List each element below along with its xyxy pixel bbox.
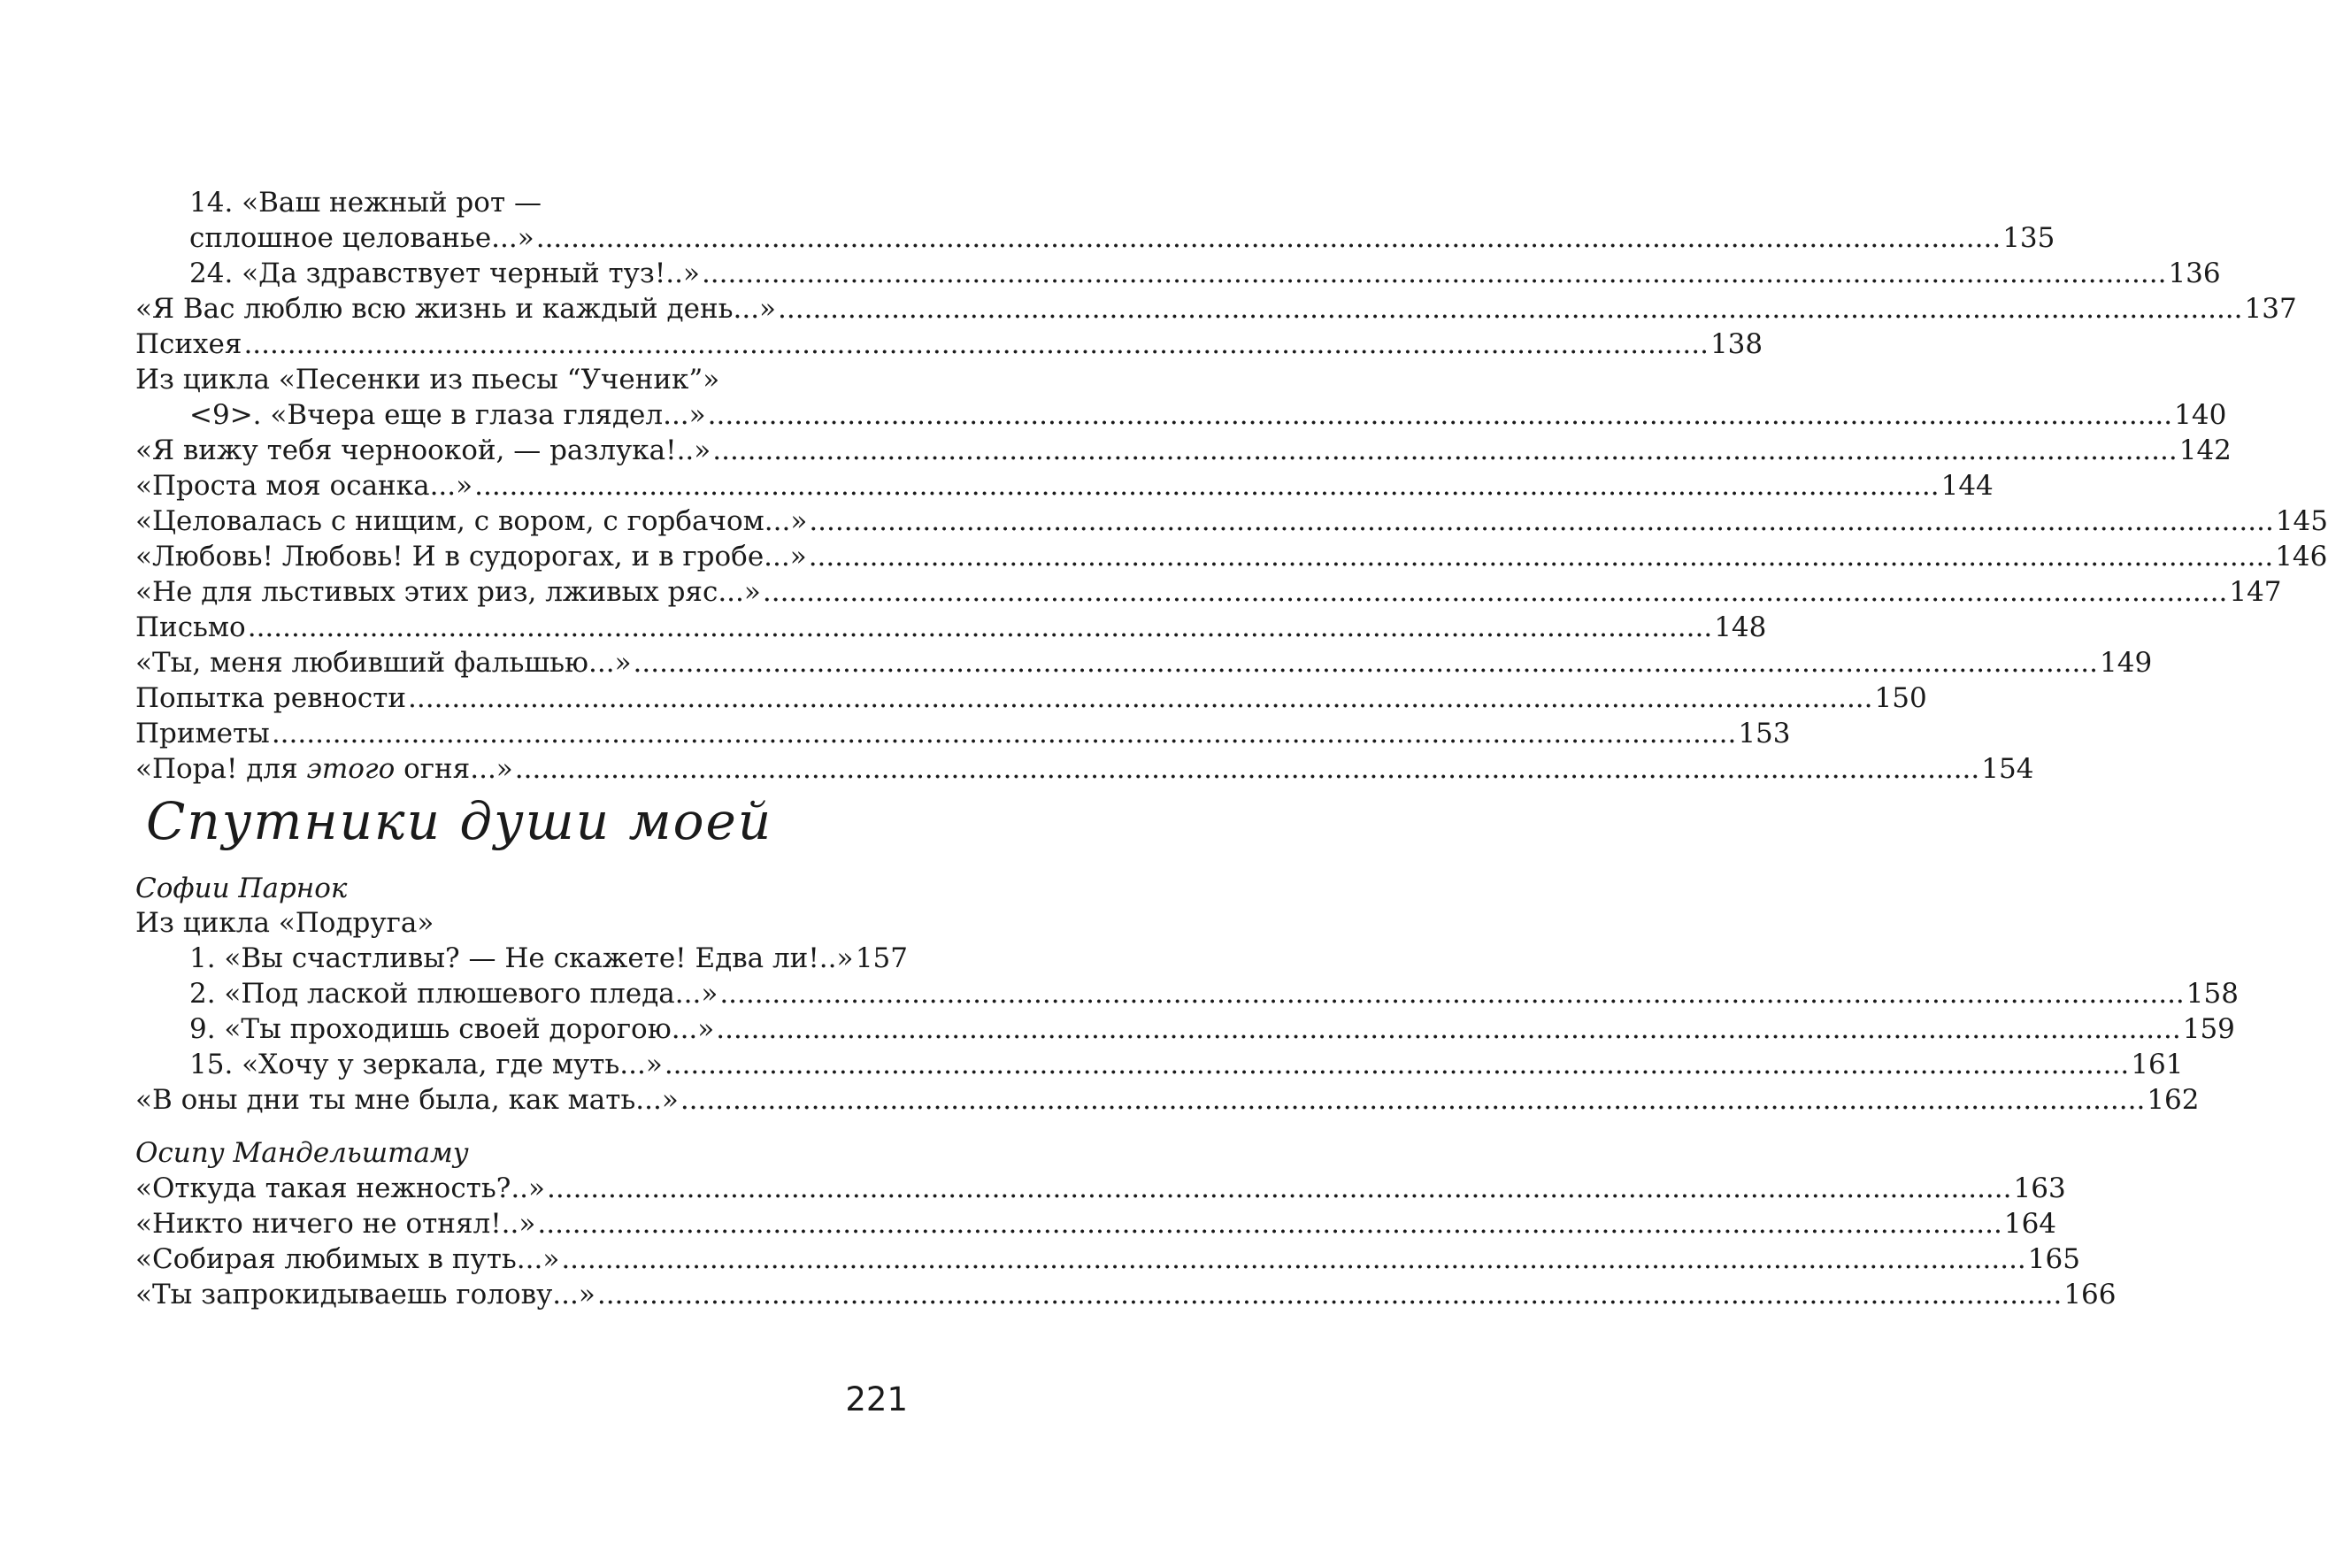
toc-list-top: [135, 185, 2328, 787]
toc-entry: [135, 645, 2153, 680]
toc-leader-dots: [515, 751, 1979, 787]
section-title: Спутники души моей: [146, 791, 773, 851]
toc-entry-title: «Никто ничего не отнял!..»: [135, 1208, 536, 1240]
toc-entry-page: 148: [1714, 611, 1767, 643]
toc-entry: [135, 539, 2328, 574]
toc-entry: [135, 1082, 2200, 1118]
toc-leader-dots: [243, 327, 1708, 362]
toc-entry-page: 149: [2100, 647, 2153, 679]
toc-entry-title: «Собирая любимых в путь...»: [135, 1243, 560, 1275]
toc-leader-dots: [536, 220, 2001, 256]
toc-entry: [135, 397, 2227, 433]
toc-entry-page: 153: [1738, 718, 1791, 749]
toc-entry-page: 164: [2003, 1208, 2057, 1240]
toc-leader-dots: [248, 610, 1712, 645]
toc-entry-title: сплошное целованье...»: [189, 222, 534, 254]
toc-entry-page: 154: [1981, 753, 2034, 785]
toc-entry-page: 137: [2244, 293, 2297, 325]
toc-entry: [135, 941, 908, 976]
toc-entry-title: 9. «Ты проходишь своей дорогою...»: [189, 1013, 715, 1045]
toc-entry: [135, 751, 2034, 787]
toc-entry: [135, 256, 2221, 291]
toc-entry-page: 136: [2168, 257, 2221, 289]
toc-leader-dots: [809, 503, 2273, 539]
toc-entry-title: «Я Вас люблю всю жизнь и каждый день...»: [135, 293, 777, 325]
toc-entry: [135, 610, 1767, 645]
toc-entry: [135, 1206, 2057, 1241]
toc-leader-dots: [809, 539, 2273, 574]
toc-entry: [135, 362, 908, 397]
section-subtitle-mandelstam: Осипу Мандельштаму: [135, 1137, 469, 1169]
toc-leader-dots: [716, 1011, 2180, 1047]
toc-entry: [135, 220, 2055, 256]
toc-entry-title: 1. «Вы счастливы? — Не скажете! Едва ли!..»: [189, 942, 854, 974]
toc-entry-page: 144: [1940, 470, 1994, 502]
toc-entry-page: 159: [2182, 1013, 2235, 1045]
toc-entry-page: 166: [2063, 1279, 2117, 1311]
toc-entry-title: Из цикла «Подруга»: [135, 907, 434, 939]
toc-entry: [135, 680, 1927, 716]
toc-entry-title: «Проста моя осанка...»: [135, 470, 473, 502]
toc-entry-title: «Ты запрокидываешь голову...»: [135, 1279, 595, 1311]
toc-entry-title: Попытка ревности: [135, 682, 407, 714]
toc-leader-dots: [665, 1047, 2129, 1082]
toc-leader-dots: [712, 433, 2177, 468]
toc-entry-title: «Целовалась с нищим, с вором, с горбачом...»: [135, 505, 808, 537]
toc-entry-page: 158: [2186, 978, 2239, 1010]
toc-leader-dots: [547, 1171, 2011, 1206]
toc-entry-title: «Не для льстивых этих риз, лживых ряс...»: [135, 576, 761, 608]
toc-entry-page: 165: [2027, 1243, 2080, 1275]
toc-leader-dots: [408, 680, 1872, 716]
toc-entry: [135, 1047, 2184, 1082]
toc-entry-title: Приметы: [135, 718, 270, 749]
toc-entry-page: 157: [855, 942, 908, 974]
toc-leader-dots: [272, 716, 1736, 751]
toc-entry-title: Психея: [135, 328, 242, 360]
toc-leader-dots: [474, 468, 1939, 503]
toc-entry-title: 15. «Хочу у зеркала, где муть...»: [189, 1049, 663, 1080]
toc-entry: [135, 1241, 2080, 1277]
toc-leader-dots: [680, 1082, 2145, 1118]
toc-entry: [135, 905, 908, 941]
toc-leader-dots: [702, 256, 2166, 291]
toc-entry: [135, 185, 908, 220]
emphasis: этого: [306, 753, 396, 785]
toc-entry-title: <9>. «Вчера еще в глаза глядел...»: [189, 399, 706, 431]
toc-leader-dots: [634, 645, 2098, 680]
toc-list-middle: [135, 905, 2239, 1118]
toc-entry-page: 138: [1710, 328, 1763, 360]
toc-leader-dots: [778, 291, 2242, 327]
toc-entry-page: 147: [2229, 576, 2282, 608]
toc-entry-title: «В оны дни ты мне была, как мать...»: [135, 1084, 679, 1116]
toc-entry-page: 145: [2275, 505, 2328, 537]
toc-entry-page: 140: [2174, 399, 2227, 431]
toc-entry: [135, 574, 2282, 610]
toc-entry-title: Из цикла «Песенки из пьесы “Ученик”»: [135, 364, 720, 396]
toc-entry: [135, 468, 1994, 503]
toc-leader-dots: [537, 1206, 2001, 1241]
page-number: 221: [845, 1380, 908, 1418]
toc-entry: [135, 976, 2239, 1011]
toc-entry: [135, 1277, 2117, 1312]
toc-entry-title: «Откуда такая нежность?..»: [135, 1172, 546, 1204]
toc-entry: [135, 1171, 2066, 1206]
section-subtitle-parnok: Софии Парнок: [135, 872, 348, 904]
toc-entry-title: «Я вижу тебя черноокой, — разлука!..»: [135, 434, 711, 466]
toc-entry-page: 142: [2178, 434, 2232, 466]
toc-entry-title: 2. «Под лаской плюшевого пледа...»: [189, 978, 718, 1010]
toc-leader-dots: [561, 1241, 2025, 1277]
toc-entry-title: «Пора! для этого огня...»: [135, 753, 513, 785]
toc-entry-page: 162: [2147, 1084, 2200, 1116]
toc-leader-dots: [597, 1277, 2062, 1312]
toc-entry-page: 150: [1874, 682, 1927, 714]
toc-entry-page: 163: [2013, 1172, 2066, 1204]
toc-entry: [135, 433, 2232, 468]
toc-leader-dots: [708, 397, 2172, 433]
toc-entry-page: 146: [2275, 541, 2328, 573]
toc-entry: [135, 327, 1763, 362]
toc-entry-title: «Любовь! Любовь! И в судорогах, и в гробе...»: [135, 541, 807, 573]
toc-entry: [135, 291, 2297, 327]
toc-entry: [135, 1011, 2235, 1047]
toc-entry-page: 161: [2131, 1049, 2184, 1080]
toc-entry-page: 135: [2002, 222, 2055, 254]
toc-entry-title: Письмо: [135, 611, 246, 643]
toc-entry: [135, 716, 1791, 751]
toc-entry: [135, 503, 2328, 539]
toc-entry-title: 14. «Ваш нежный рот —: [189, 187, 542, 219]
toc-entry-title: «Ты, меня любивший фальшью...»: [135, 647, 632, 679]
toc-entry-title: 24. «Да здравствует черный туз!..»: [189, 257, 700, 289]
toc-list-bottom: [135, 1171, 2117, 1312]
toc-leader-dots: [719, 976, 2184, 1011]
toc-leader-dots: [763, 574, 2227, 610]
